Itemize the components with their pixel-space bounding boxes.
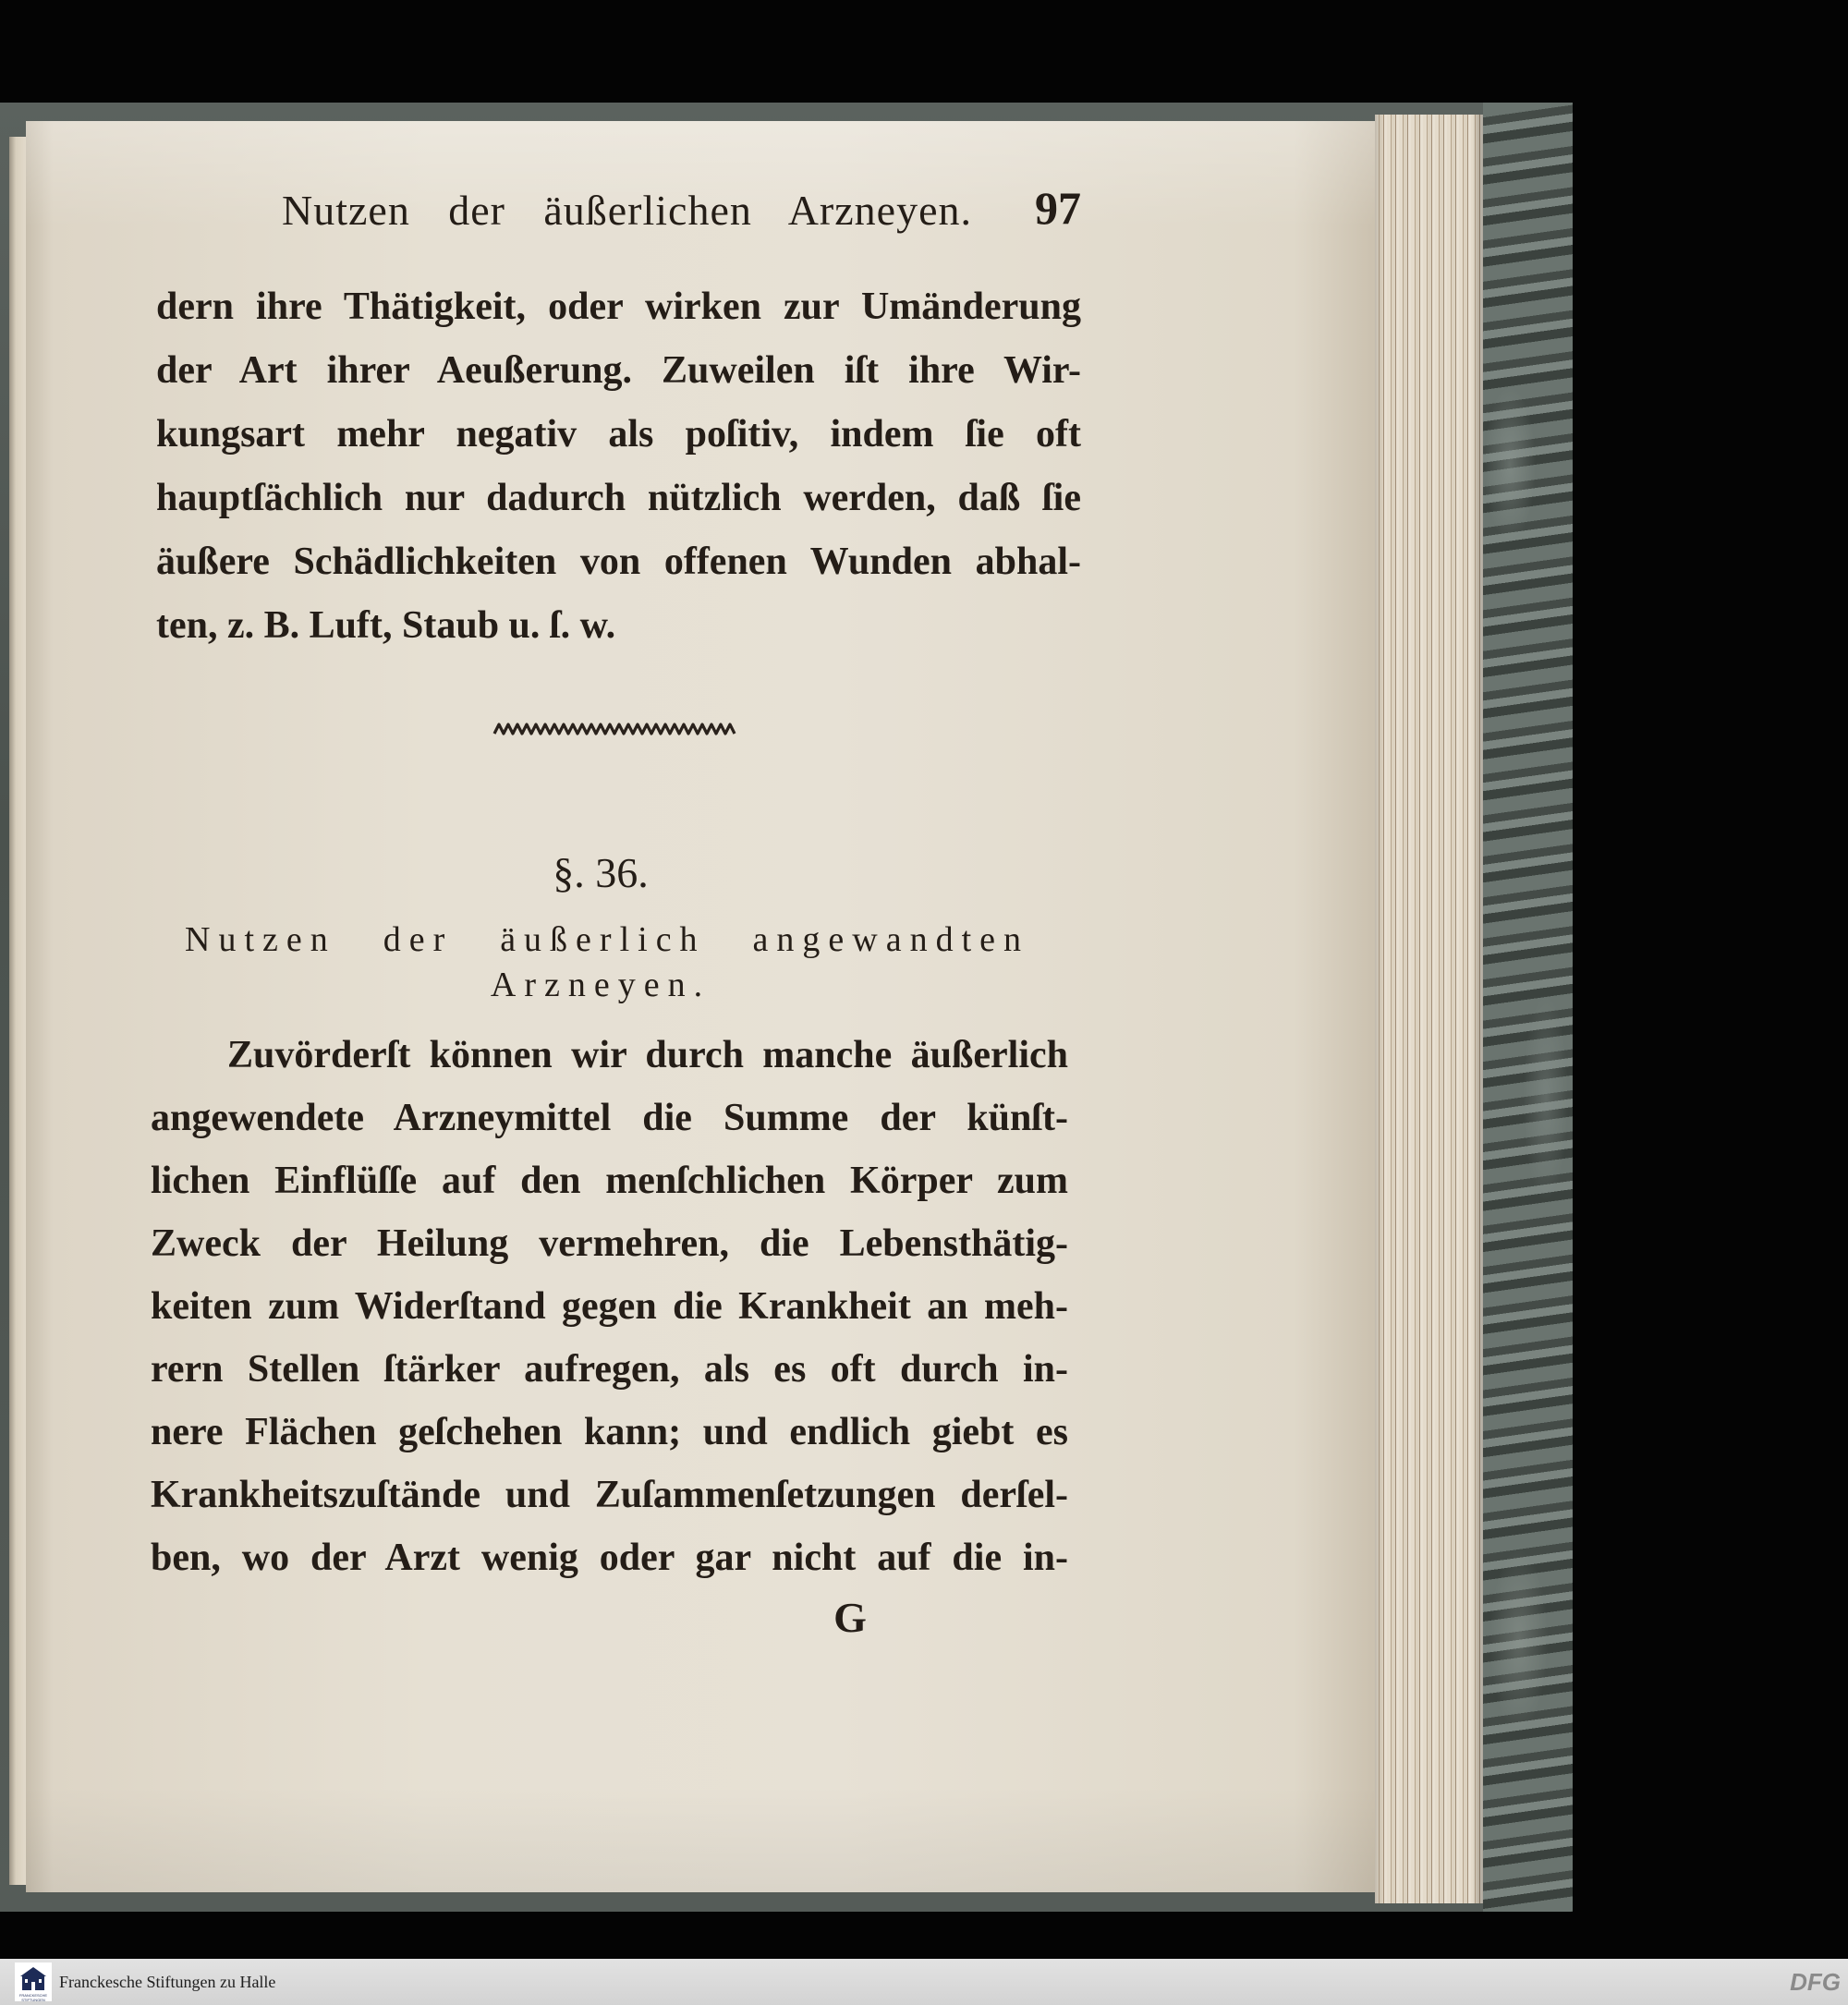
running-title: Nutzen der äußerlichen Arzneyen. (282, 187, 972, 234)
funder-logo: DFG (1790, 1968, 1841, 1996)
section-title: Nutzen der äußerlich angewandten (185, 920, 1029, 959)
text-line: hauptſächlich nur dadurch nützlich werden, daß ſie (156, 477, 1081, 519)
viewer-footer-bar (0, 1959, 1848, 2005)
text-line: Zuvörderſt können wir durch manche äußerlich (227, 1034, 1068, 1076)
text-line: keiten zum Widerſtand gegen die Krankheit an meh- (151, 1285, 1068, 1328)
building-icon (15, 1962, 52, 1994)
text-line: der Art ihrer Aeußerung. Zuweilen iſt ihre Wir- (156, 349, 1081, 392)
text-line: Zweck der Heilung vermehren, die Lebensthätig- (151, 1222, 1068, 1265)
text-line: ten, z. B. Luft, Staub u. ſ. w. (156, 604, 616, 647)
wavy-rule-icon (492, 717, 739, 743)
page-edges-stack (1375, 115, 1483, 1903)
text-line: Krankheitszuſtände und Zuſammenſetzungen derſel- (151, 1474, 1068, 1516)
text-line: dern ihre Thätigkeit, oder wirken zur Umänderung (156, 286, 1081, 328)
paragraph-main (151, 1024, 1068, 1589)
text-line: nere Flächen geſchehen kann; und endlich giebt es (151, 1411, 1068, 1453)
text-line: äußere Schädlichkeiten von offenen Wunden abhal- (156, 541, 1081, 583)
institution-name: Franckesche Stiftungen zu Halle (59, 1973, 276, 1991)
institution-logo (15, 1962, 52, 2001)
page-number: 97 (1035, 182, 1081, 234)
logo-lettering: FRANCKESCHE STIFTUNGEN (18, 1993, 48, 2002)
marbled-cover-edge (1483, 103, 1573, 1912)
text-line: ben, wo der Arzt wenig oder gar nicht auf die in- (151, 1537, 1068, 1579)
text-line: lichen Einflüſſe auf den menſchlichen Körper zum (151, 1160, 1068, 1202)
text-line: kungsart mehr negativ als poſitiv, indem ſie oft (156, 413, 1081, 456)
text-line: rern Stellen ſtärker aufregen, als es oft durch in- (151, 1348, 1068, 1391)
text-line: angewendete Arzneymittel die Summe der künſt- (151, 1097, 1068, 1139)
section-number: §. 36. (553, 849, 649, 896)
signature-mark: G (833, 1594, 867, 1641)
facing-page-edge (9, 137, 26, 1885)
book-page (26, 121, 1375, 1892)
paragraph-continued (156, 275, 1081, 658)
section-title-continued: Arzneyen. (490, 966, 711, 1004)
